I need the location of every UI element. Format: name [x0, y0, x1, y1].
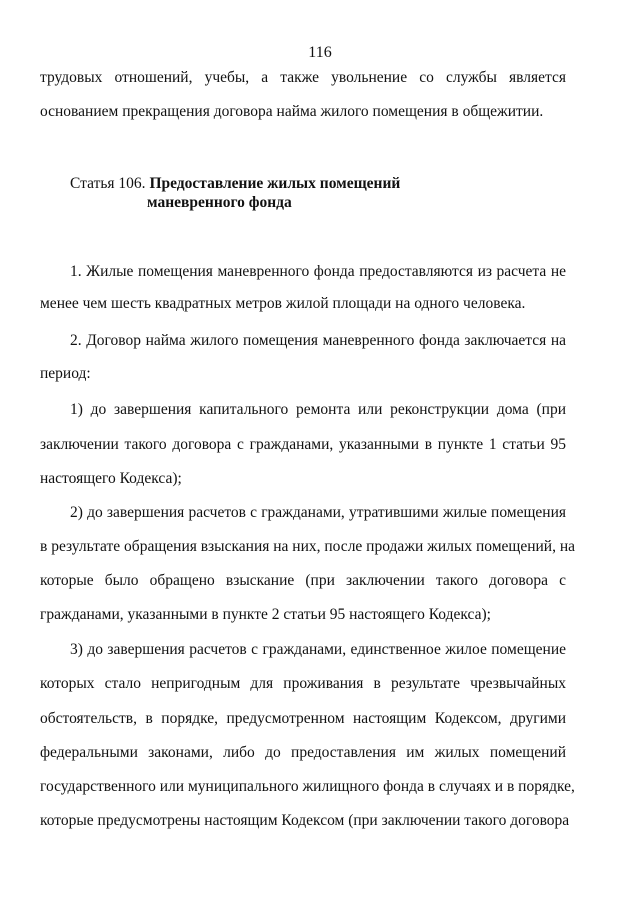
intro-line: основанием прекращения договора найма жилого помещения в общежитии.	[40, 103, 544, 120]
paragraph-line: период:	[40, 365, 91, 382]
paragraph-line: которых стало непригодным для проживания в результате чрезвычайных	[40, 675, 566, 692]
article-title: Предоставление жилых помещений	[149, 175, 401, 192]
intro-line: трудовых отношений, учебы, а также увольнение со службы является	[40, 69, 566, 86]
article-title-continuation: маневренного фонда	[147, 194, 292, 211]
paragraph-line: заключении такого договора с гражданами, указанными в пункте 1 статьи 95	[40, 436, 566, 453]
paragraph-line: 1. Жилые помещения маневренного фонда предоставляются из расчета не	[70, 263, 566, 280]
paragraph-line: обстоятельств, в порядке, предусмотренном настоящим Кодексом, другими	[40, 710, 566, 727]
paragraph-line: государственного или муниципального жилищного фонда в случаях и в порядке,	[40, 778, 575, 795]
paragraph-line: 3) до завершения расчетов с гражданами, единственное жилое помещение	[70, 641, 566, 658]
paragraph-line: настоящего Кодекса);	[40, 470, 182, 487]
paragraph-line: гражданами, указанными в пункте 2 статьи 95 настоящего Кодекса);	[40, 606, 491, 623]
article-heading	[70, 174, 400, 194]
paragraph-line: 2) до завершения расчетов с гражданами, утратившими жилые помещения	[70, 504, 566, 521]
paragraph-line: 2. Договор найма жилого помещения маневренного фонда заключается на	[70, 332, 566, 349]
paragraph-line: которые было обращено взыскание (при заключении такого договора с	[40, 572, 566, 589]
page-number: 116	[308, 44, 332, 61]
paragraph-line: 1) до завершения капитального ремонта или реконструкции дома (при	[70, 401, 566, 418]
paragraph-line: менее чем шесть квадратных метров жилой площади на одного человека.	[40, 295, 526, 312]
article-number: Статья 106.	[70, 175, 146, 192]
paragraph-line: федеральными законами, либо до предоставления им жилых помещений	[40, 744, 566, 761]
paragraph-line: которые предусмотрены настоящим Кодексом (при заключении такого договора	[40, 812, 570, 829]
paragraph-line: в результате обращения взыскания на них, после продажи жилых помещений, на	[40, 538, 576, 555]
